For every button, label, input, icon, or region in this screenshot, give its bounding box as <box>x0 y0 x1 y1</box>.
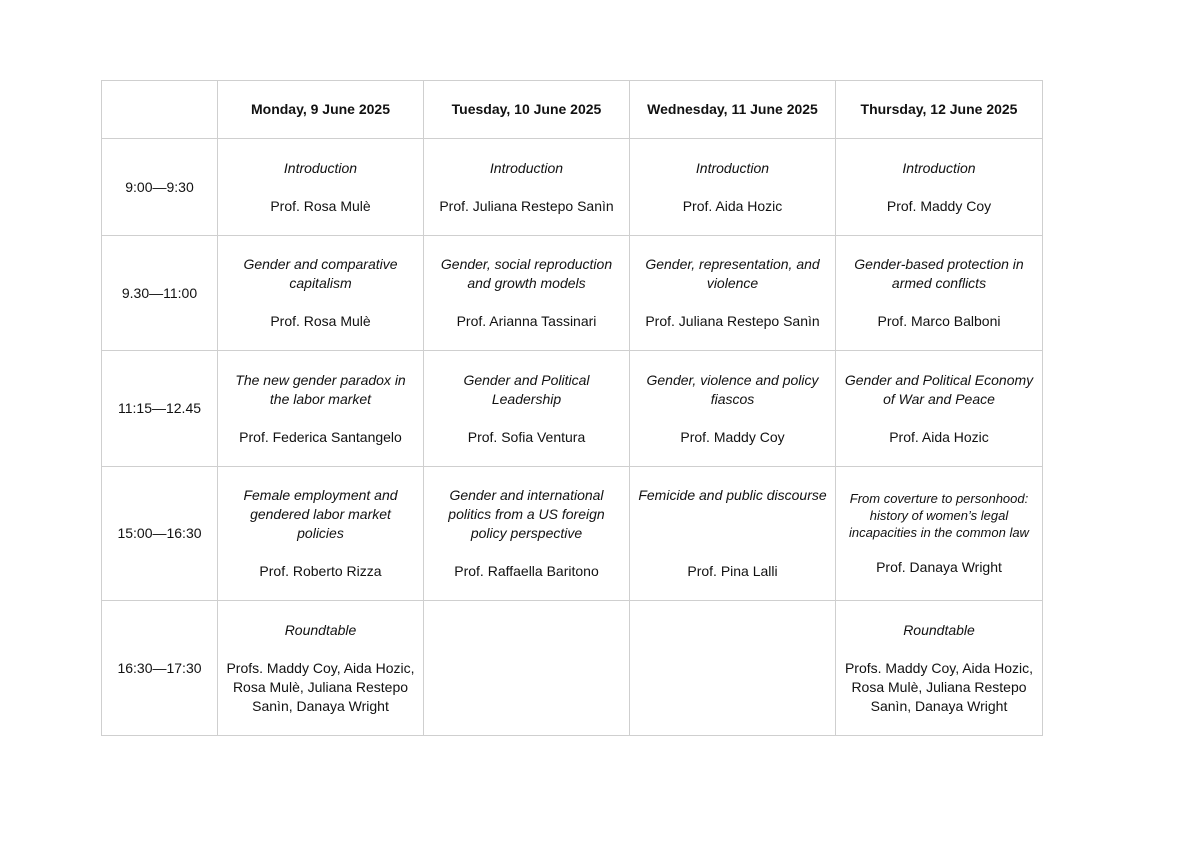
session-speaker: Prof. Roberto Rizza <box>259 563 382 579</box>
session-cell <box>424 351 630 467</box>
header-row <box>102 81 1043 139</box>
session-speaker: Prof. Raffaella Baritono <box>454 563 599 579</box>
session-cell <box>836 601 1043 736</box>
session-speaker: Prof. Danaya Wright <box>876 559 1002 575</box>
session-title: Introduction <box>489 159 564 176</box>
time-slot: 11:15—12.45 <box>102 351 218 467</box>
session-speaker: Prof. Maddy Coy <box>680 428 785 445</box>
session-speaker: Prof. Juliana Restepo Sanìn <box>439 197 614 214</box>
corner-cell <box>102 81 218 139</box>
session-title: Introduction <box>902 159 976 176</box>
session-speaker: Prof. Pina Lalli <box>687 563 778 579</box>
session-cell <box>424 467 630 601</box>
session-cell <box>218 236 424 351</box>
time-slot: 15:00—16:30 <box>102 467 218 601</box>
session-title: From coverture to personhood: history of women’s legal incapacities in the common law <box>849 491 1029 540</box>
session-speaker: Prof. Arianna Tassinari <box>456 313 597 329</box>
session-title: Gender, representation, and violence <box>645 256 820 291</box>
session-speaker: Prof. Juliana Restepo Sanìn <box>645 313 820 329</box>
time-slot: 9:00—9:30 <box>102 139 218 236</box>
session-cell <box>836 236 1043 351</box>
session-cell <box>424 236 630 351</box>
empty-session-cell <box>424 601 630 736</box>
table-row <box>102 351 1043 467</box>
table-row <box>102 139 1043 236</box>
session-title: Female employment and gendered labor market policies <box>243 487 398 541</box>
session-cell <box>836 351 1043 467</box>
session-cell <box>218 351 424 467</box>
session-cell <box>630 139 836 236</box>
session-speaker: Prof. Federica Santangelo <box>239 428 402 445</box>
time-slot: 16:30—17:30 <box>102 601 218 736</box>
day-header: Thursday, 12 June 2025 <box>836 81 1043 139</box>
session-cell <box>836 467 1043 601</box>
session-title: Introduction <box>695 159 770 176</box>
session-title: The new gender paradox in the labor market <box>235 371 406 407</box>
session-title: Gender and comparative capitalism <box>243 256 398 291</box>
session-cell <box>836 139 1043 236</box>
session-speaker: Prof. Rosa Mulè <box>270 197 371 214</box>
session-speaker: Profs. Maddy Coy, Aida Hozic, Rosa Mulè, Juliana Restepo Sanìn, Danaya Wright <box>226 659 415 714</box>
table-row <box>102 467 1043 601</box>
session-title: Gender and Political Leadership <box>463 371 590 407</box>
session-title: Roundtable <box>284 621 357 638</box>
session-cell <box>630 236 836 351</box>
session-title: Roundtable <box>903 621 975 638</box>
session-cell <box>424 139 630 236</box>
time-slot: 9.30—11:00 <box>102 236 218 351</box>
session-cell <box>218 601 424 736</box>
session-speaker: Prof. Marco Balboni <box>877 313 1001 329</box>
session-speaker: Prof. Rosa Mulè <box>270 313 371 329</box>
session-speaker: Prof. Sofia Ventura <box>467 428 586 445</box>
session-title: Gender, social reproduction and growth models <box>440 256 613 291</box>
session-title: Femicide and public discourse <box>638 487 827 503</box>
table-row <box>102 601 1043 736</box>
session-title: Introduction <box>283 159 358 176</box>
session-title: Gender and international politics from a US foreign policy perspective <box>448 487 605 541</box>
session-cell <box>218 139 424 236</box>
session-cell <box>630 467 836 601</box>
session-title: Gender and Political Economy of War and Peace <box>844 371 1034 407</box>
session-speaker: Profs. Maddy Coy, Aida Hozic, Rosa Mulè, Juliana Restepo Sanìn, Danaya Wright <box>844 659 1034 714</box>
day-header: Wednesday, 11 June 2025 <box>630 81 836 139</box>
session-speaker: Prof. Aida Hozic <box>682 197 783 214</box>
session-speaker: Prof. Aida Hozic <box>889 428 989 445</box>
session-speaker: Prof. Maddy Coy <box>886 197 992 214</box>
table-row <box>102 236 1043 351</box>
session-title: Gender, violence and policy fiascos <box>646 371 819 407</box>
day-header: Monday, 9 June 2025 <box>218 81 424 139</box>
session-title: Gender-based protection in armed conflicts <box>854 256 1024 291</box>
day-header: Tuesday, 10 June 2025 <box>424 81 630 139</box>
session-cell <box>630 351 836 467</box>
schedule-table <box>101 80 1043 736</box>
session-cell <box>218 467 424 601</box>
empty-session-cell <box>630 601 836 736</box>
